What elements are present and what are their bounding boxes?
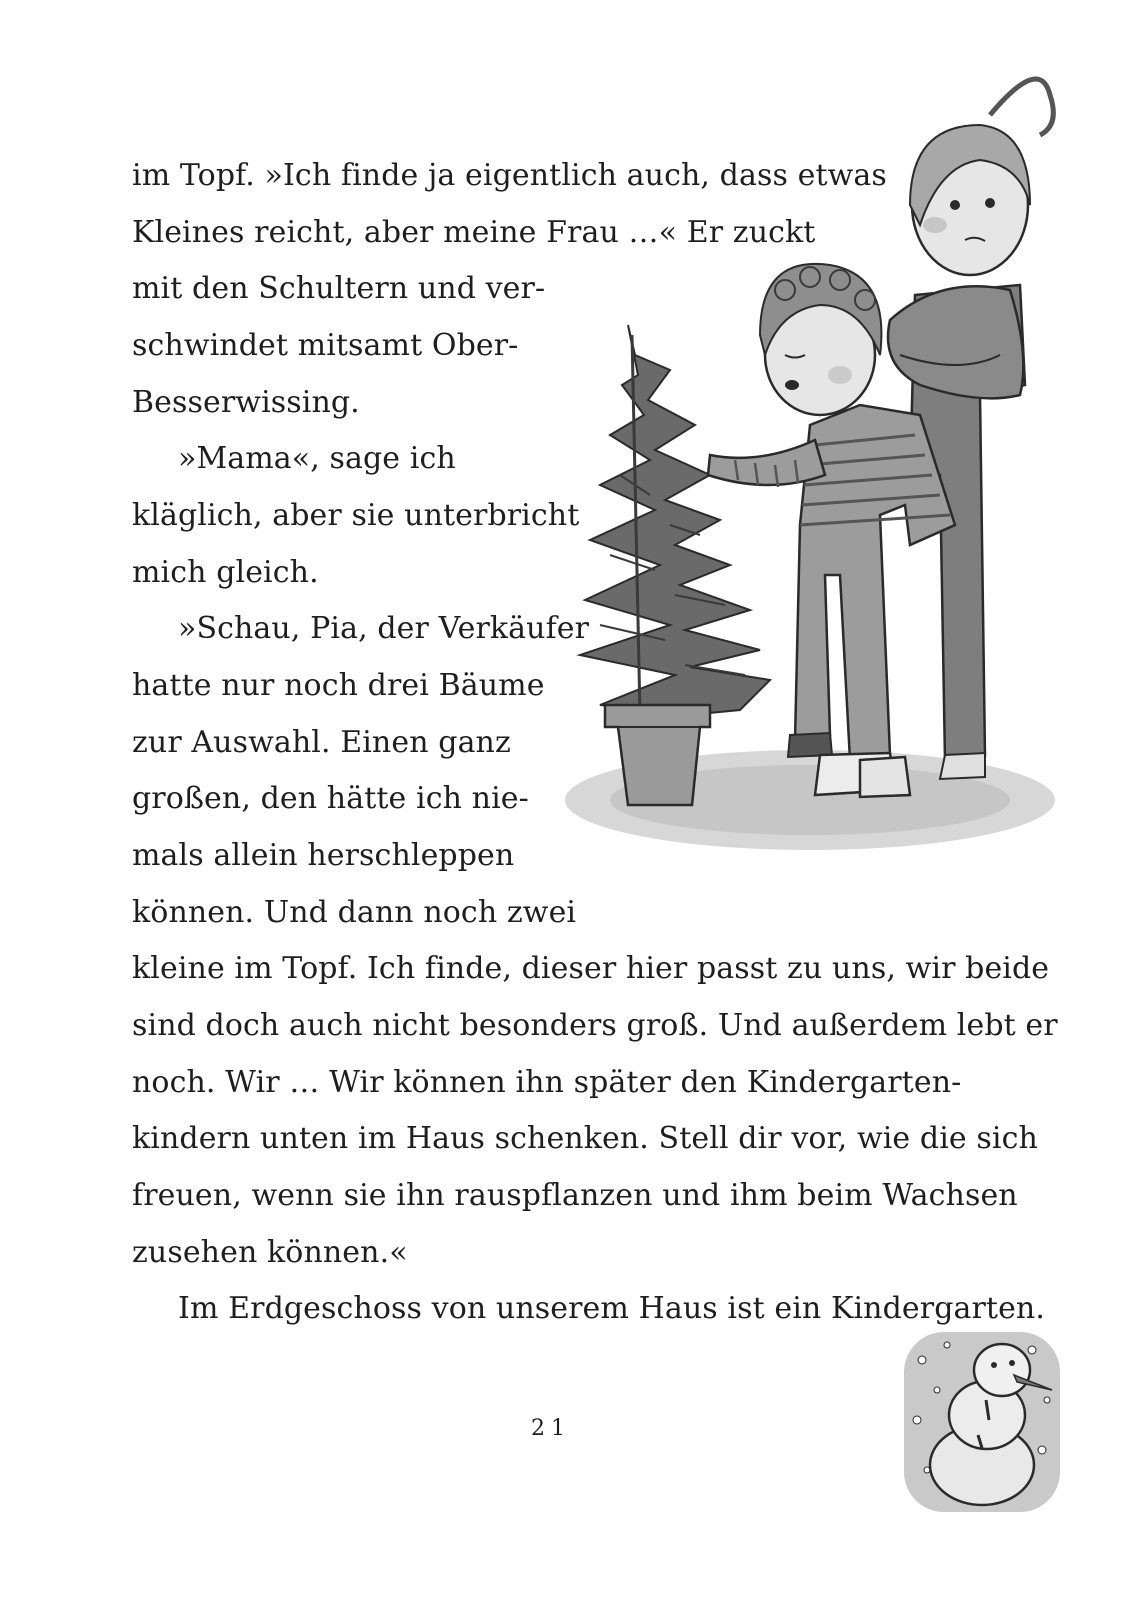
text-line-8: mich gleich. xyxy=(132,555,319,590)
text-line-17: noch. Wir … Wir können ihn später den Kindergarten- xyxy=(132,1065,962,1100)
text-line-14: können. Und dann noch zwei xyxy=(132,895,577,930)
text-line-18: kindern unten im Haus schenken. Stell dir vor, wie die sich xyxy=(132,1121,1038,1156)
text-line-1: im Topf. »Ich finde ja eigentlich auch, dass etwas xyxy=(132,158,887,193)
text-line-9: »Schau, Pia, der Verkäufer xyxy=(178,611,590,646)
text-line-10: hatte nur noch drei Bäume xyxy=(132,668,545,703)
snowman-illustration xyxy=(902,1330,1062,1515)
page-number: 21 xyxy=(531,1416,571,1441)
text-line-19: freuen, wenn sie ihn rauspflanzen und ihm beim Wachsen xyxy=(132,1178,1018,1213)
text-line-3: mit den Schultern und ver- xyxy=(132,271,546,306)
text-line-12: großen, den hätte ich nie- xyxy=(132,781,529,816)
text-line-21: Im Erdgeschoss von unserem Haus ist ein Kindergarten. xyxy=(178,1291,1045,1326)
text-line-11: zur Auswahl. Einen ganz xyxy=(132,725,511,760)
text-line-6: »Mama«, sage ich xyxy=(178,441,456,476)
text-line-13: mals allein herschleppen xyxy=(132,838,515,873)
text-line-2: Kleines reicht, aber meine Frau …« Er zuckt xyxy=(132,215,816,250)
text-line-4: schwindet mitsamt Ober- xyxy=(132,328,519,363)
text-line-5: Besserwissing. xyxy=(132,385,360,420)
text-line-15: kleine im Topf. Ich finde, dieser hier passt zu uns, wir beide xyxy=(132,951,1050,986)
illustration-children-with-tree xyxy=(560,55,1080,865)
text-line-16: sind doch auch nicht besonders groß. Und außerdem lebt er xyxy=(132,1008,1058,1043)
text-line-20: zusehen können.« xyxy=(132,1235,408,1270)
text-line-7: kläglich, aber sie unterbricht xyxy=(132,498,580,533)
tree-icon xyxy=(580,325,770,715)
